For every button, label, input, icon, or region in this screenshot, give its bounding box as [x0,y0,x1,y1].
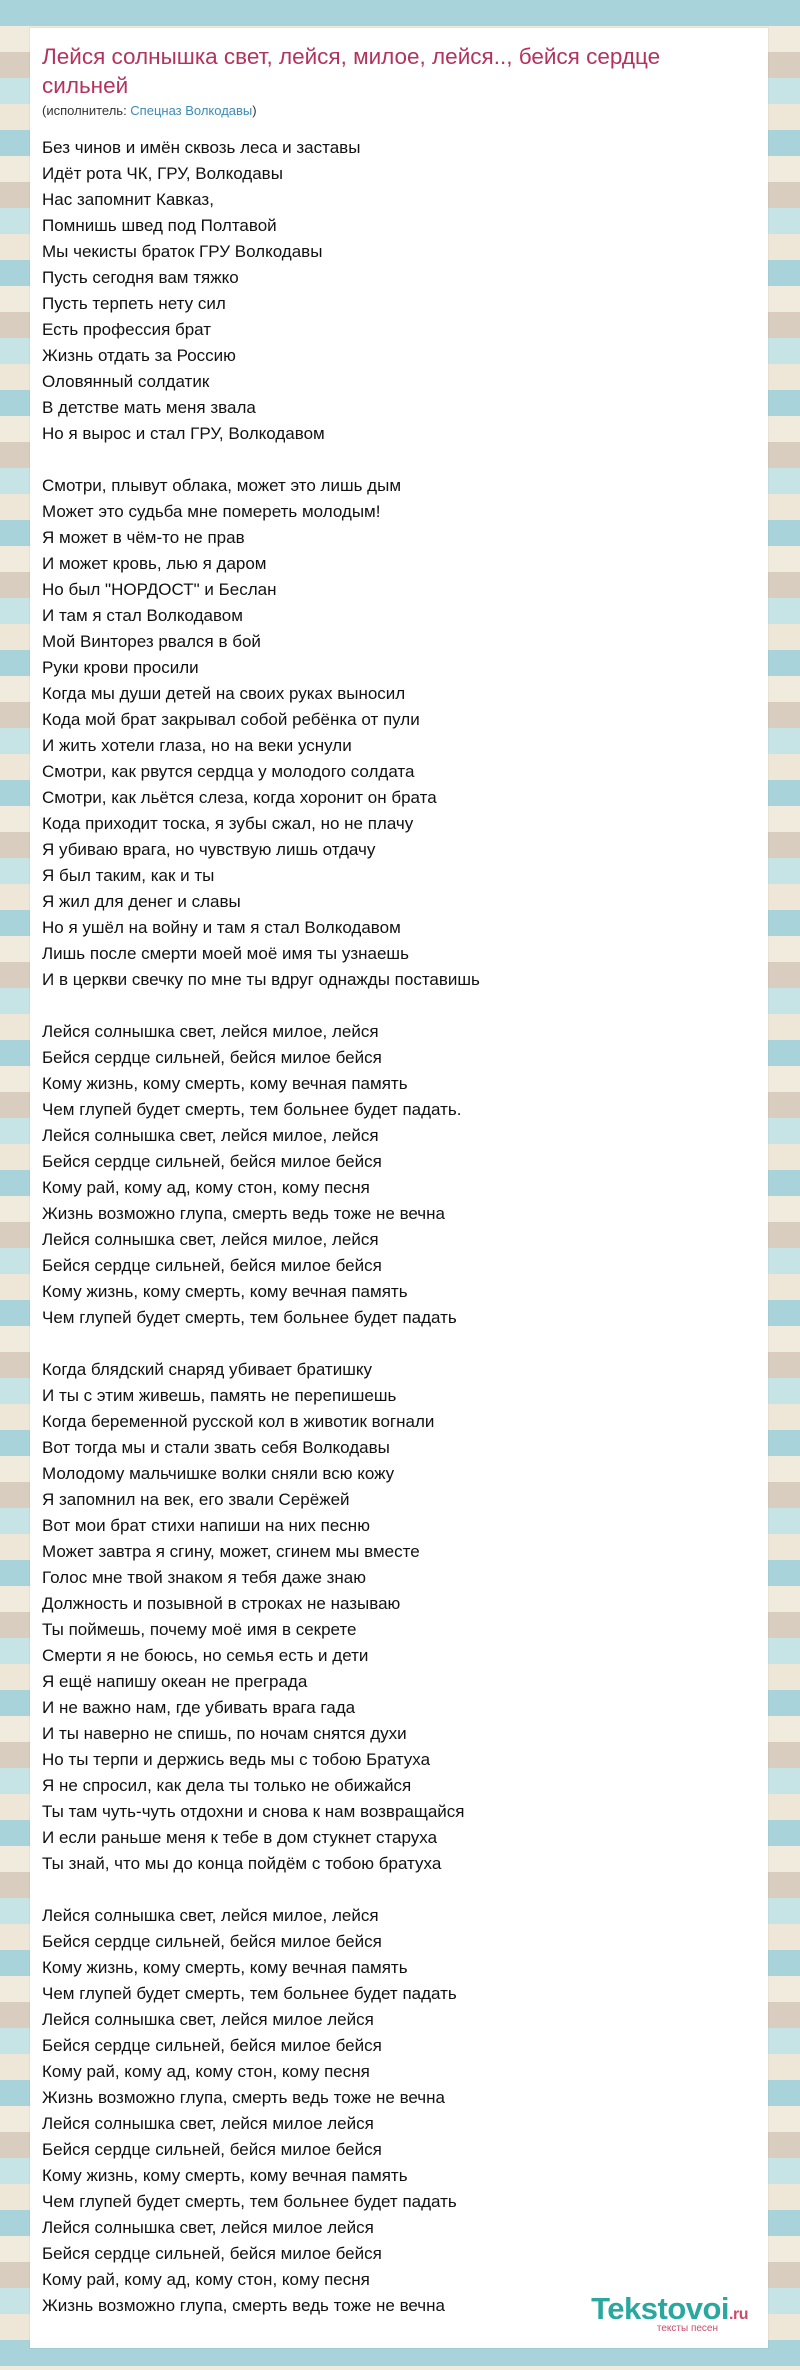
lyric-line: Но я ушёл на войну и там я стал Волкодавом [42,918,401,937]
lyric-line: Кому жизнь, кому смерть, кому вечная память [42,2166,408,2185]
lyric-line: Кому рай, кому ад, кому стон, кому песня [42,2270,370,2289]
lyric-line: Я может в чём-то не прав [42,528,245,547]
lyrics-stanza [42,1019,480,1331]
lyric-line: Пусть терпеть нету сил [42,294,226,313]
lyric-line: Молодому мальчишке волки сняли всю кожу [42,1464,395,1483]
lyric-line: Должность и позывной в строках не называю [42,1594,401,1613]
lyric-line: Смерти я не боюсь, но семья есть и дети [42,1646,369,1665]
logo-tagline: тексты песен [656,2323,718,2334]
lyric-line: Но был "НОРДОСТ" и Беслан [42,580,277,599]
lyric-line: Идёт рота ЧК, ГРУ, Волкодавы [42,164,283,183]
site-logo[interactable] [591,2291,748,2334]
lyric-line: Чем глупей будет смерть, тем больнее будет падать [42,2192,457,2211]
lyric-line: Без чинов и имён сквозь леса и заставы [42,138,361,157]
lyric-line: Вот мои брат стихи напиши на них песню [42,1516,370,1535]
lyric-line: Жизнь возможно глупа, смерть ведь тоже не вечна [42,2296,446,2315]
lyric-line: Есть профессия брат [42,320,212,339]
lyric-line: Чем глупей будет смерть, тем больнее будет падать [42,1308,457,1327]
lyric-line: Жизнь возможно глупа, смерть ведь тоже не вечна [42,1204,446,1223]
lyric-line: Бейся сердце сильней, бейся милое бейся [42,1256,382,1275]
lyric-line: Бейся сердце сильней, бейся милое бейся [42,2140,382,2159]
lyric-line: Бейся сердце сильней, бейся милое бейся [42,2036,382,2055]
lyrics-stanza [42,1903,480,2319]
lyric-line: В детстве мать меня звала [42,398,256,417]
lyric-line: Бейся сердце сильней, бейся милое бейся [42,2244,382,2263]
lyric-line: Может завтра я сгину, может, сгинем мы вместе [42,1542,420,1561]
performer-label: (исполнитель: [42,103,131,118]
lyric-line: Лейся солнышка свет, лейся милое, лейся [42,1906,379,1925]
lyric-line: Чем глупей будет смерть, тем больнее будет падать. [42,1100,462,1119]
lyric-line: Помнишь швед под Полтавой [42,216,277,235]
lyric-line: И жить хотели глаза, но на веки уснули [42,736,352,755]
lyric-line: Кода приходит тоска, я зубы сжал, но не плачу [42,814,414,833]
lyric-line: И там я стал Волкодавом [42,606,243,625]
lyric-line: Кому рай, кому ад, кому стон, кому песня [42,1178,370,1197]
lyric-line: Оловянный солдатик [42,372,210,391]
lyric-line: Смотри, плывут облака, может это лишь дым [42,476,402,495]
lyric-line: Чем глупей будет смерть, тем больнее будет падать [42,1984,457,2003]
lyric-line: Смотри, как рвутся сердца у молодого солдата [42,762,415,781]
lyrics-stanza [42,135,480,447]
lyric-line: И может кровь, лью я даром [42,554,267,573]
lyric-line: Но ты терпи и держись ведь мы с тобою Братуха [42,1750,431,1769]
lyric-line: И ты с этим живешь, память не перепишешь [42,1386,397,1405]
lyric-line: Бейся сердце сильней, бейся милое бейся [42,1048,382,1067]
lyric-line: Вот тогда мы и стали звать себя Волкодавы [42,1438,390,1457]
lyric-line: Я запомнил на век, его звали Серёжей [42,1490,350,1509]
performer-link[interactable]: Спецназ Волкодавы [130,103,253,118]
logo-tld: .ru [729,2306,748,2323]
lyric-line: Пусть сегодня вам тяжко [42,268,239,287]
lyric-line: Мы чекисты браток ГРУ Волкодавы [42,242,323,261]
lyric-line: Может это судьба мне помереть молодым! [42,502,381,521]
lyric-line: Но я вырос и стал ГРУ, Волкодавом [42,424,325,443]
lyric-line: Кому жизнь, кому смерть, кому вечная память [42,1958,408,1977]
lyric-line: Мой Винторез рвался в бой [42,632,261,651]
lyric-line: Ты там чуть-чуть отдохни и снова к нам возвращайся [42,1802,465,1821]
lyric-line: Кода мой брат закрывал собой ребёнка от пули [42,710,420,729]
lyric-line: Я ещё напишу океан не преграда [42,1672,308,1691]
lyric-line: Кому жизнь, кому смерть, кому вечная память [42,1282,408,1301]
lyric-line: Лейся солнышка свет, лейся милое лейся [42,2010,374,2029]
lyric-line: Когда блядский снаряд убивает братишку [42,1360,372,1379]
lyric-line: Я был таким, как и ты [42,866,215,885]
lyrics-card [30,28,768,2348]
lyric-line: Лейся солнышка свет, лейся милое, лейся [42,1022,379,1041]
lyric-line: И если раньше меня к тебе в дом стукнет старуха [42,1828,438,1847]
lyric-line: Жизнь отдать за Россию [42,346,236,365]
lyric-line: Лейся солнышка свет, лейся милое, лейся [42,1230,379,1249]
lyrics-stanza [42,473,480,993]
lyric-line: Я не спросил, как дела ты только не обижайся [42,1776,412,1795]
logo-wordmark [591,2291,748,2327]
lyric-line: Ты поймешь, почему моё имя в секрете [42,1620,357,1639]
lyric-line: И ты наверно не спишь, по ночам снятся духи [42,1724,407,1743]
lyric-line: Бейся сердце сильней, бейся милое бейся [42,1932,382,1951]
lyric-line: Кому жизнь, кому смерть, кому вечная память [42,1074,408,1093]
lyric-line: Смотри, как льётся слеза, когда хоронит он брата [42,788,437,807]
lyric-line: Я жил для денег и славы [42,892,241,911]
lyric-line: Кому рай, кому ад, кому стон, кому песня [42,2062,370,2081]
lyric-line: Нас запомнит Кавказ, [42,190,214,209]
lyric-line: Когда мы души детей на своих руках выносил [42,684,406,703]
lyric-line: Бейся сердце сильней, бейся милое бейся [42,1152,382,1171]
lyric-line: Жизнь возможно глупа, смерть ведь тоже не вечна [42,2088,446,2107]
lyrics-stanza [42,1357,480,1877]
lyric-line: Лейся солнышка свет, лейся милое лейся [42,2218,374,2237]
lyric-line: И не важно нам, где убивать врага гада [42,1698,356,1717]
page-title: Лейся солнышка свет, лейся, милое, лейся.., бейся сердце сильней [42,44,661,98]
performer-close: ) [252,103,257,118]
lyrics-text [42,135,480,2345]
lyric-line: Руки крови просили [42,658,199,677]
lyric-line: Лейся солнышка свет, лейся милое, лейся [42,1126,379,1145]
lyric-line: Голос мне твой знаком я тебя даже знаю [42,1568,367,1587]
lyric-line: Лишь после смерти моей моё имя ты узнаешь [42,944,409,963]
logo-brand: Tekstovoi [591,2291,730,2326]
lyric-line: Когда беременной русской кол в животик вогнали [42,1412,435,1431]
performer-line [42,103,257,118]
lyric-line: Лейся солнышка свет, лейся милое лейся [42,2114,374,2133]
lyric-line: Ты знай, что мы до конца пойдём с тобою братуха [42,1854,442,1873]
lyric-line: И в церкви свечку по мне ты вдруг однажды поставишь [42,970,480,989]
lyric-line: Я убиваю врага, но чувствую лишь отдачу [42,840,376,859]
